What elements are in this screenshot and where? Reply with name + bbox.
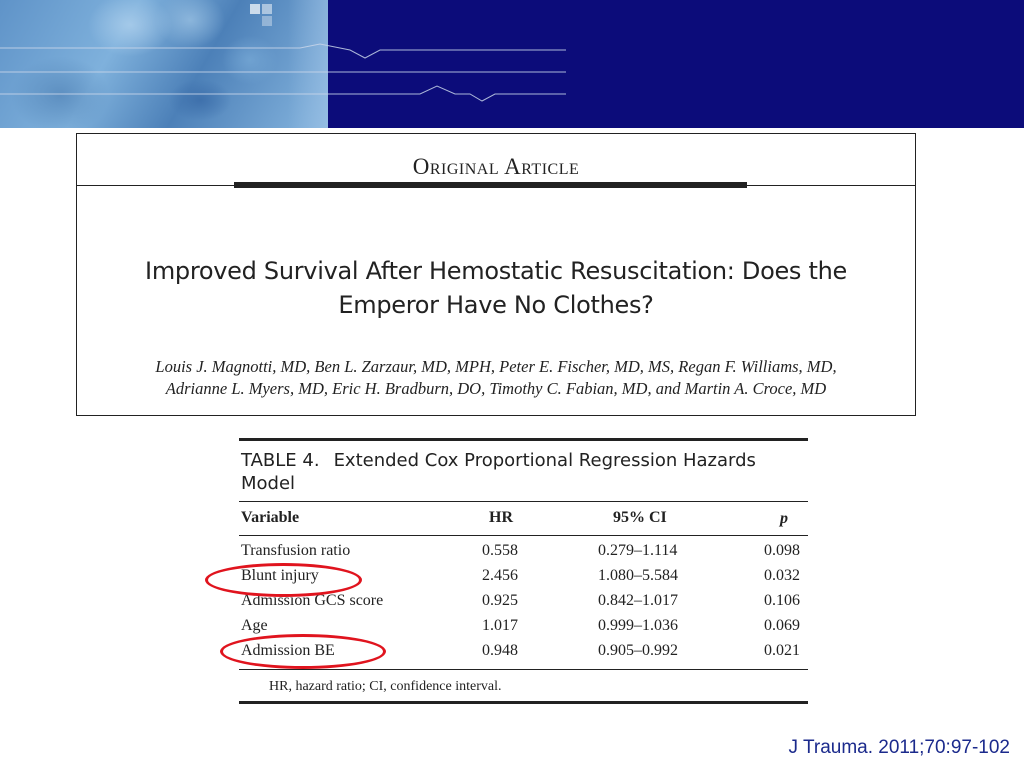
article-header-box xyxy=(76,133,916,416)
table-label: TABLE 4. xyxy=(241,450,320,471)
header-banner xyxy=(0,0,1024,128)
table-caption: TABLE 4. Extended Cox Proportional Regression Hazards Model xyxy=(241,450,756,494)
section-label: Original Article xyxy=(412,154,580,179)
highlight-circle-blunt-injury xyxy=(205,563,362,597)
table-footnote: HR, hazard ratio; CI, confidence interval. xyxy=(269,679,502,694)
article-title: Improved Survival After Hemostatic Resuscitation: Does the Emperor Have No Clothes? xyxy=(145,257,847,319)
column-header-p: p xyxy=(780,510,788,527)
column-header-ci: 95% CI xyxy=(613,509,667,526)
citation: J Trauma. 2011;70:97-102 xyxy=(788,737,1010,758)
header-rule-thick xyxy=(234,182,747,188)
column-header-variable: Variable xyxy=(241,509,300,526)
banner-decorative-lines xyxy=(0,0,1024,128)
highlight-circle-admission-be xyxy=(220,634,386,669)
article-authors: Louis J. Magnotti, MD, Ben L. Zarzaur, MD, MPH, Peter E. Fischer, MD, MS, Regan F. Williams, MD, Adrianne L. Myers, MD, Eric H. Bradburn, DO, Timothy C. Fabian, MD, and Martin A. Croce, MD xyxy=(155,357,837,398)
column-header-hr: HR xyxy=(489,509,513,526)
